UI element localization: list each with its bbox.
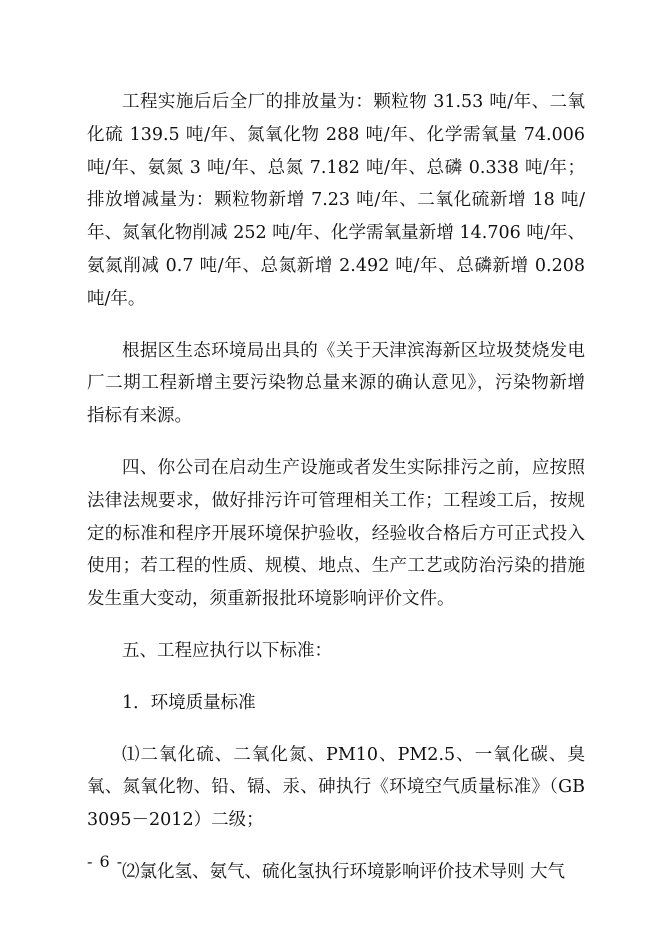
document-body: [87, 86, 585, 908]
paragraph-section-four: 四、你公司在启动生产设施或者发生实际排污之前，应按照法律法规要求，做好排污许可管理相关工作；工程竣工后，按规定的标准和程序开展环境保护验收，经验收合格后方可正式投入使用；若工程的性质、规模、地点、生产工艺或防治污染的措施发生重大变动，须重新报批环境影响评价文件。: [87, 457, 585, 610]
paragraph-air-standard-1: ⑴二氧化硫、二氧化氮、PM10、PM2.5、一氧化碳、臭氧、氮氧化物、铅、镉、汞、砷执行《环境空气质量标准》（GB3095－2012）二级；: [87, 744, 585, 831]
heading-section-five: 五、工程应执行以下标准：: [122, 640, 332, 661]
heading-quality-standards: 1．环境质量标准: [122, 692, 256, 713]
paragraph-air-standard-2: ⑵氯化氢、氨气、硫化氢执行环境影响评价技术导则 大气: [122, 861, 566, 882]
paragraph-total-source: 根据区生态环境局出具的《关于天津滨海新区垃圾焚烧发电厂二期工程新增主要污染物总量来源的确认意见》，污染物新增指标有来源。: [87, 340, 585, 427]
paragraph-emissions: 工程实施后后全厂的排放量为：颗粒物 31.53 吨/年、二氧化硫 139.5 吨/年、氮氧化物 288 吨/年、化学需氧量 74.006 吨/年、氨氮 3 吨/年、总氮 7.182 吨/年、总磷 0.338 吨/年；排放增减量为：颗粒物新增 7.23 吨/年、二氧化硫新增 18 吨/年、氮氧化物削减 252 吨/年、化学需氧量新增 14.706 吨/年、氨氮削减 0.7 吨/年、总氮新增 2.492 吨/年、总磷新增 0.208 吨/年。: [87, 92, 585, 309]
page-number: - 6 -: [87, 852, 124, 871]
